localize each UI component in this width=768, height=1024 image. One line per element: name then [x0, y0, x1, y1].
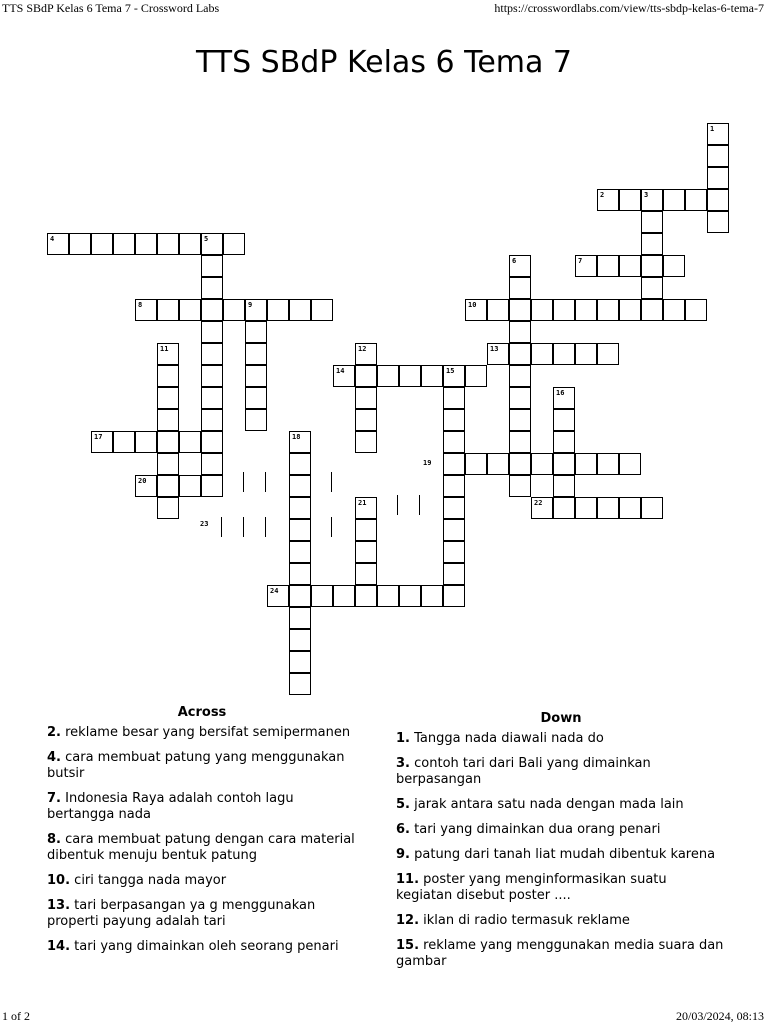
- grid-cell[interactable]: [531, 497, 553, 519]
- grid-cell[interactable]: [509, 409, 531, 431]
- grid-cell[interactable]: [619, 299, 641, 321]
- grid-cell[interactable]: [685, 299, 707, 321]
- clue-number: 2.: [47, 725, 61, 740]
- grid-cell[interactable]: [179, 233, 201, 255]
- grid-cell[interactable]: [707, 123, 729, 145]
- clue-number: 13.: [47, 898, 71, 913]
- grid-cell[interactable]: [553, 387, 575, 409]
- grid-cell[interactable]: [157, 409, 179, 431]
- clue-text: Indonesia Raya adalah contoh lagu bertangga nada: [47, 791, 294, 822]
- grid-cell[interactable]: [267, 585, 289, 607]
- grid-cell[interactable]: [201, 453, 223, 475]
- grid-cell[interactable]: [157, 365, 179, 387]
- grid-cell[interactable]: [201, 343, 223, 365]
- grid-cell[interactable]: [289, 475, 311, 497]
- grid-cell[interactable]: [179, 431, 201, 453]
- grid-cell[interactable]: [135, 299, 157, 321]
- grid-cell[interactable]: [399, 585, 421, 607]
- grid-cell[interactable]: [355, 387, 377, 409]
- grid-cell[interactable]: [597, 189, 619, 211]
- clue-text: iklan di radio termasuk reklame: [423, 913, 630, 928]
- grid-number: 5: [204, 235, 209, 243]
- grid-cell[interactable]: [509, 475, 531, 497]
- clue-number: 9.: [396, 847, 410, 862]
- grid-cell[interactable]: [355, 497, 377, 519]
- print-footer-page: 1 of 2: [2, 1009, 30, 1023]
- grid-cell[interactable]: [289, 299, 311, 321]
- grid-cell[interactable]: [201, 277, 223, 299]
- grid-cell[interactable]: [355, 365, 377, 387]
- grid-cell[interactable]: [619, 255, 641, 277]
- clue-text: cara membuat patung dengan cara material dibentuk menuju bentuk patung: [47, 832, 355, 863]
- grid-cell[interactable]: [289, 541, 311, 563]
- grid-number: 9: [248, 301, 253, 309]
- grid-cell[interactable]: [289, 585, 311, 607]
- grid-cell[interactable]: [443, 453, 465, 475]
- grid-cell[interactable]: [531, 343, 553, 365]
- grid-divider-mark: [221, 517, 222, 537]
- clue-number: 14.: [47, 939, 71, 954]
- grid-cell[interactable]: [509, 387, 531, 409]
- grid-cell[interactable]: [179, 299, 201, 321]
- puzzle-title: TTS SBdP Kelas 6 Tema 7: [195, 45, 573, 80]
- clue-item: [47, 832, 357, 864]
- grid-cell[interactable]: [553, 453, 575, 475]
- grid-cell[interactable]: [201, 409, 223, 431]
- grid-number: 11: [160, 345, 169, 353]
- grid-cell[interactable]: [47, 233, 69, 255]
- clue-text: poster yang menginformasikan suatu kegiatan disebut poster ....: [396, 872, 667, 903]
- clue-number: 6.: [396, 822, 410, 837]
- grid-cell[interactable]: [355, 541, 377, 563]
- grid-number: 13: [490, 345, 499, 353]
- grid-cell[interactable]: [553, 343, 575, 365]
- clue-item: [47, 791, 357, 823]
- clue-number: 8.: [47, 832, 61, 847]
- clue-number: 11.: [396, 872, 420, 887]
- grid-number: 12: [358, 345, 367, 353]
- clue-item: [396, 938, 726, 970]
- grid-cell[interactable]: [443, 387, 465, 409]
- clue-text: contoh tari dari Bali yang dimainkan berpasangan: [396, 756, 651, 787]
- grid-cell[interactable]: [641, 255, 663, 277]
- clue-item: [47, 898, 357, 930]
- print-footer-date: 20/03/2024, 08:13: [675, 1009, 764, 1023]
- grid-cell[interactable]: [663, 189, 685, 211]
- grid-cell[interactable]: [157, 453, 179, 475]
- grid-cell[interactable]: [553, 409, 575, 431]
- grid-cell[interactable]: [443, 563, 465, 585]
- grid-cell[interactable]: [289, 563, 311, 585]
- clue-item: [396, 731, 726, 747]
- grid-cell[interactable]: [509, 431, 531, 453]
- grid-cell[interactable]: [289, 629, 311, 651]
- grid-cell[interactable]: [597, 453, 619, 475]
- grid-cell[interactable]: [509, 343, 531, 365]
- grid-cell[interactable]: [531, 299, 553, 321]
- grid-cell[interactable]: [289, 519, 311, 541]
- grid-cell[interactable]: [289, 651, 311, 673]
- clue-text: tari yang dimainkan dua orang penari: [414, 822, 661, 837]
- grid-cell[interactable]: [487, 299, 509, 321]
- grid-divider-mark: [331, 517, 332, 537]
- grid-number: 22: [534, 499, 543, 507]
- print-header-url: https://crosswordlabs.com/view/tts-sbdp-kelas-6-tema-7: [494, 1, 764, 15]
- grid-cell[interactable]: [509, 255, 531, 277]
- clue-item: [396, 913, 726, 929]
- grid-number: 24: [270, 587, 279, 595]
- grid-cell[interactable]: [641, 497, 663, 519]
- clue-number: 7.: [47, 791, 61, 806]
- grid-cell[interactable]: [553, 299, 575, 321]
- grid-cell[interactable]: [201, 255, 223, 277]
- grid-cell[interactable]: [509, 365, 531, 387]
- grid-cell[interactable]: [707, 145, 729, 167]
- grid-cell[interactable]: [641, 211, 663, 233]
- grid-cell[interactable]: [289, 453, 311, 475]
- grid-cell[interactable]: [399, 365, 421, 387]
- grid-number: 17: [94, 433, 103, 441]
- grid-cell[interactable]: [69, 233, 91, 255]
- grid-cell[interactable]: [641, 189, 663, 211]
- grid-cell[interactable]: [597, 299, 619, 321]
- grid-cell[interactable]: [355, 585, 377, 607]
- clue-text: ciri tangga nada mayor: [74, 873, 227, 888]
- print-header-title: TTS SBdP Kelas 6 Tema 7 - Crossword Labs: [2, 1, 220, 15]
- grid-cell[interactable]: [509, 277, 531, 299]
- across-heading: Across: [177, 705, 227, 720]
- grid-cell[interactable]: [91, 431, 113, 453]
- grid-cell[interactable]: [487, 453, 509, 475]
- grid-number: 1: [710, 125, 715, 133]
- grid-cell[interactable]: [113, 431, 135, 453]
- clue-item: [396, 797, 726, 813]
- down-heading: Down: [540, 711, 582, 726]
- clue-item: [396, 847, 726, 863]
- grid-cell[interactable]: [443, 409, 465, 431]
- grid-number: 2: [600, 191, 605, 199]
- grid-cell[interactable]: [553, 475, 575, 497]
- grid-cell[interactable]: [179, 475, 201, 497]
- grid-number: 23: [200, 520, 209, 528]
- clue-number: 5.: [396, 797, 410, 812]
- grid-number: 6: [512, 257, 517, 265]
- grid-cell[interactable]: [641, 299, 663, 321]
- grid-cell[interactable]: [663, 299, 685, 321]
- grid-cell[interactable]: [201, 431, 223, 453]
- grid-cell[interactable]: [443, 475, 465, 497]
- grid-divider-mark: [243, 472, 244, 492]
- grid-number: 20: [138, 477, 147, 485]
- grid-number: 21: [358, 499, 367, 507]
- grid-cell[interactable]: [377, 585, 399, 607]
- grid-cell[interactable]: [333, 365, 355, 387]
- clue-text: jarak antara satu nada dengan mada lain: [414, 797, 684, 812]
- grid-cell[interactable]: [157, 343, 179, 365]
- grid-cell[interactable]: [443, 365, 465, 387]
- grid-cell[interactable]: [443, 585, 465, 607]
- clue-item: [396, 756, 726, 788]
- grid-cell[interactable]: [157, 475, 179, 497]
- grid-cell[interactable]: [223, 299, 245, 321]
- grid-cell[interactable]: [157, 431, 179, 453]
- grid-number: 15: [446, 367, 455, 375]
- grid-cell[interactable]: [597, 343, 619, 365]
- grid-cell[interactable]: [575, 299, 597, 321]
- grid-cell[interactable]: [245, 321, 267, 343]
- clue-item: [47, 873, 357, 889]
- clue-text: reklame besar yang bersifat semipermanen: [65, 725, 351, 740]
- grid-cell[interactable]: [157, 299, 179, 321]
- grid-cell[interactable]: [157, 233, 179, 255]
- grid-cell[interactable]: [531, 453, 553, 475]
- grid-divider-mark: [265, 517, 266, 537]
- grid-cell[interactable]: [245, 409, 267, 431]
- grid-cell[interactable]: [355, 519, 377, 541]
- grid-cell[interactable]: [509, 321, 531, 343]
- grid-cell[interactable]: [663, 255, 685, 277]
- grid-cell[interactable]: [135, 233, 157, 255]
- down-clues: [396, 711, 726, 979]
- clue-text: tari yang dimainkan oleh seorang penari: [74, 939, 339, 954]
- grid-cell[interactable]: [619, 453, 641, 475]
- grid-number: 10: [468, 301, 477, 309]
- grid-cell[interactable]: [245, 365, 267, 387]
- grid-cell[interactable]: [509, 453, 531, 475]
- grid-cell[interactable]: [465, 365, 487, 387]
- grid-cell[interactable]: [245, 387, 267, 409]
- grid-cell[interactable]: [619, 189, 641, 211]
- grid-cell[interactable]: [157, 387, 179, 409]
- grid-cell[interactable]: [443, 519, 465, 541]
- clue-item: [47, 750, 357, 782]
- grid-cell[interactable]: [355, 409, 377, 431]
- clue-number: 4.: [47, 750, 61, 765]
- grid-cell[interactable]: [465, 299, 487, 321]
- grid-cell[interactable]: [355, 343, 377, 365]
- grid-cell[interactable]: [575, 255, 597, 277]
- grid-cell[interactable]: [91, 233, 113, 255]
- grid-cell[interactable]: [597, 497, 619, 519]
- across-clues: [47, 705, 357, 964]
- grid-divider-mark: [397, 495, 398, 515]
- grid-number: 18: [292, 433, 301, 441]
- grid-cell[interactable]: [597, 255, 619, 277]
- grid-cell[interactable]: [289, 607, 311, 629]
- grid-number: 7: [578, 257, 583, 265]
- grid-number: 14: [336, 367, 345, 375]
- grid-cell[interactable]: [113, 233, 135, 255]
- grid-cell[interactable]: [201, 387, 223, 409]
- grid-cell[interactable]: [201, 233, 223, 255]
- grid-cell[interactable]: [575, 497, 597, 519]
- clue-number: 15.: [396, 938, 420, 953]
- grid-number: 8: [138, 301, 143, 309]
- grid-cell[interactable]: [553, 431, 575, 453]
- grid-cell[interactable]: [355, 431, 377, 453]
- grid-divider-mark: [331, 472, 332, 492]
- grid-cell[interactable]: [619, 497, 641, 519]
- clue-item: [47, 939, 357, 955]
- grid-cell[interactable]: [553, 497, 575, 519]
- clue-number: 3.: [396, 756, 410, 771]
- grid-cell[interactable]: [641, 233, 663, 255]
- grid-number: 4: [50, 235, 55, 243]
- clue-item: [47, 725, 357, 741]
- grid-cell[interactable]: [707, 211, 729, 233]
- grid-cell[interactable]: [201, 299, 223, 321]
- grid-cell[interactable]: [157, 497, 179, 519]
- grid-number: 16: [556, 389, 565, 397]
- clue-text: tari berpasangan ya g menggunakan properti payung adalah tari: [47, 898, 316, 929]
- grid-cell[interactable]: [509, 299, 531, 321]
- grid-cell[interactable]: [267, 299, 289, 321]
- grid-cell[interactable]: [465, 453, 487, 475]
- clue-item: [396, 872, 726, 904]
- grid-cell[interactable]: [333, 585, 355, 607]
- grid-cell[interactable]: [245, 299, 267, 321]
- clue-text: cara membuat patung yang menggunakan butsir: [47, 750, 345, 781]
- grid-cell[interactable]: [641, 277, 663, 299]
- grid-cell[interactable]: [201, 365, 223, 387]
- grid-cell[interactable]: [311, 299, 333, 321]
- grid-divider-mark: [243, 517, 244, 537]
- grid-number: 19: [423, 459, 432, 467]
- grid-cell[interactable]: [377, 365, 399, 387]
- clue-number: 1.: [396, 731, 410, 746]
- clue-text: reklame yang menggunakan media suara dan gambar: [396, 938, 724, 969]
- grid-cell[interactable]: [311, 585, 333, 607]
- grid-cell[interactable]: [245, 343, 267, 365]
- grid-cell[interactable]: [707, 189, 729, 211]
- grid-divider-mark: [419, 495, 420, 515]
- grid-cell[interactable]: [443, 541, 465, 563]
- grid-cell[interactable]: [685, 189, 707, 211]
- clue-number: 12.: [396, 913, 420, 928]
- clue-item: [396, 822, 726, 838]
- grid-cell[interactable]: [487, 343, 509, 365]
- grid-divider-mark: [265, 472, 266, 492]
- grid-cell[interactable]: [201, 321, 223, 343]
- grid-cell[interactable]: [443, 497, 465, 519]
- grid-cell[interactable]: [575, 453, 597, 475]
- clue-number: 10.: [47, 873, 71, 888]
- grid-cell[interactable]: [289, 497, 311, 519]
- clue-text: patung dari tanah liat mudah dibentuk karena: [414, 847, 716, 862]
- grid-cell[interactable]: [355, 563, 377, 585]
- grid-cell[interactable]: [135, 475, 157, 497]
- clue-text: Tangga nada diawali nada do: [414, 731, 604, 746]
- grid-cell[interactable]: [289, 431, 311, 453]
- grid-cell[interactable]: [421, 585, 443, 607]
- grid-cell[interactable]: [289, 673, 311, 695]
- grid-cell[interactable]: [201, 475, 223, 497]
- grid-cell[interactable]: [421, 365, 443, 387]
- grid-number: 3: [644, 191, 649, 199]
- grid-cell[interactable]: [707, 167, 729, 189]
- grid-cell[interactable]: [223, 233, 245, 255]
- grid-cell[interactable]: [575, 343, 597, 365]
- grid-cell[interactable]: [135, 431, 157, 453]
- grid-cell[interactable]: [443, 431, 465, 453]
